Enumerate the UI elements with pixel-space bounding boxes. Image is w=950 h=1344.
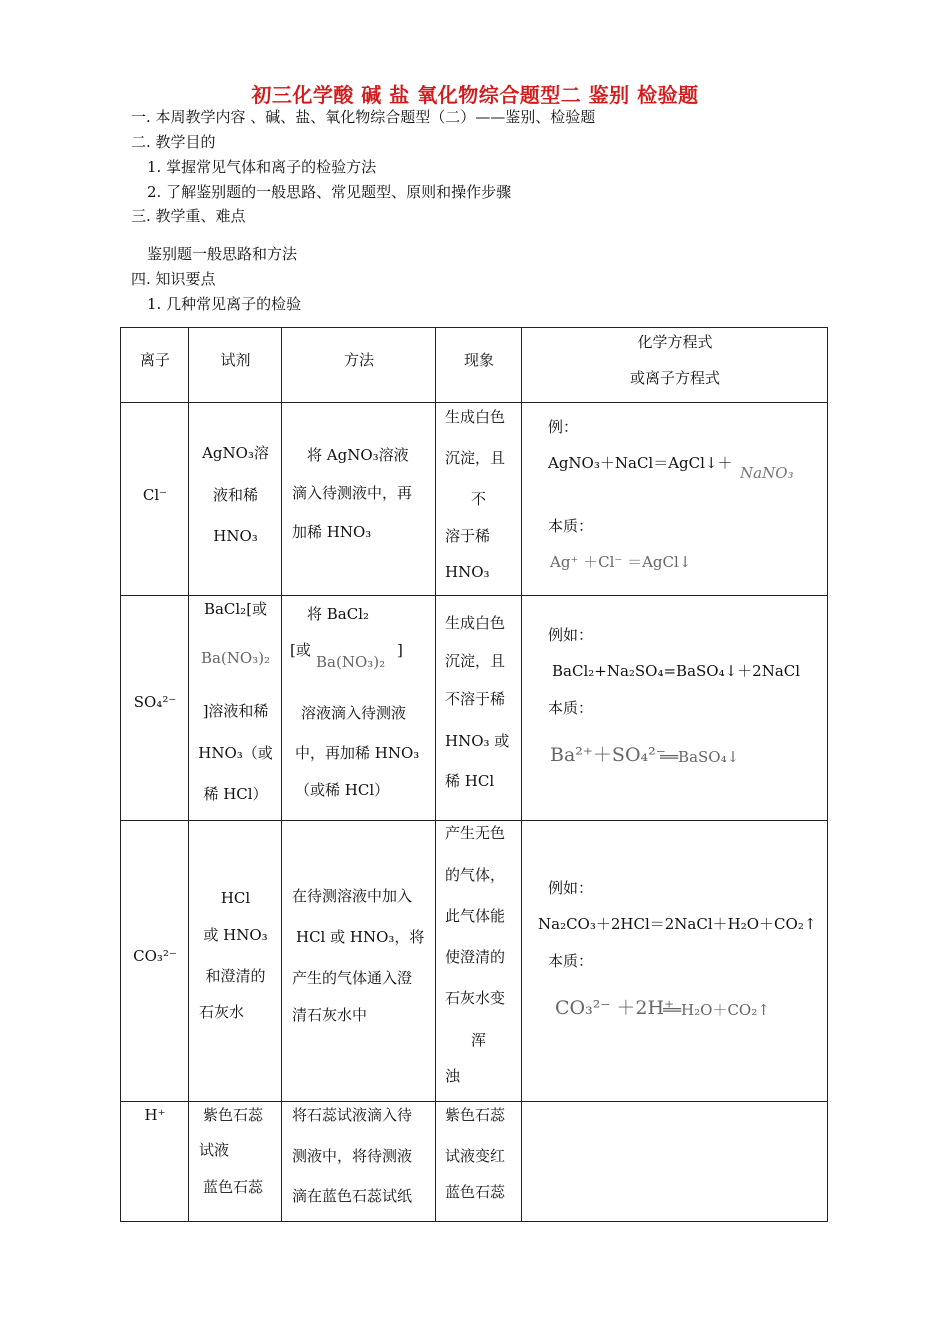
ion-cell: H⁺ xyxy=(144,1106,166,1124)
reagent-line: HNO₃（或 xyxy=(198,744,273,762)
method-line: 将 BaCl₂ xyxy=(307,605,370,623)
phenomenon-line: 生成白色 xyxy=(445,408,506,426)
method-line: ] xyxy=(397,641,403,659)
method-line: 产生的气体通入澄 xyxy=(292,969,413,987)
phenomenon-line: 此气体能 xyxy=(445,907,506,925)
chemical-equation: BaCl₂+Na₂SO₄=BaSO₄↓＋2NaCl xyxy=(552,662,801,680)
phenomenon-line: 蓝色石蕊 xyxy=(445,1183,506,1201)
key-point: 鉴别题一般思路和方法 xyxy=(147,245,298,263)
example-label: 例： xyxy=(548,418,579,436)
header-method: 方法 xyxy=(343,351,374,369)
phenomenon-line: 的气体， xyxy=(445,866,506,884)
method-line: HCl 或 HNO₃，将 xyxy=(296,928,425,946)
phenomenon-line: 溶于稀 xyxy=(445,527,491,545)
method-line: （或稀 HCl） xyxy=(295,781,390,799)
phenomenon-line: 稀 HCl xyxy=(445,772,495,790)
essence-label: 本质： xyxy=(548,699,594,717)
method-line: 加稀 HNO₃ xyxy=(292,523,372,541)
ion-test-table xyxy=(120,327,828,1222)
ionic-equation-right: ══BaSO₄↓ xyxy=(660,748,740,766)
method-line: [或 xyxy=(290,641,311,659)
objective-1: 1. 掌握常见气体和离子的检验方法 xyxy=(147,158,377,176)
method-line: 滴入待测液中，再 xyxy=(292,484,413,502)
phenomenon-line: 石灰水变 xyxy=(445,989,506,1007)
reagent-line: 液和稀 xyxy=(212,486,258,504)
header-equation: 化学方程式 xyxy=(637,333,713,351)
header-ionic-equation: 或离子方程式 xyxy=(629,369,720,387)
method-line: Ba(NO₃)₂ xyxy=(316,653,386,671)
ion-cell: Cl⁻ xyxy=(142,486,168,504)
phenomenon-line: 沉淀，且 xyxy=(445,449,506,467)
reagent-line: ]溶液和稀 xyxy=(202,702,269,720)
method-line: 中，再加稀 HNO₃ xyxy=(295,744,420,762)
essence-label: 本质： xyxy=(548,517,594,535)
section-1: 一. 本周教学内容 、碱、盐、氧化物综合题型（二）——鉴别、检验题 xyxy=(131,108,596,126)
ion-cell: SO₄²⁻ xyxy=(133,693,177,711)
example-label: 例如： xyxy=(548,626,594,644)
subsection-1: 1. 几种常见离子的检验 xyxy=(147,295,302,313)
phenomenon-line: 不溶于稀 xyxy=(445,690,506,708)
phenomenon-line: 浊 xyxy=(445,1067,461,1085)
phenomenon-line: HNO₃ 或 xyxy=(445,732,510,750)
objective-2: 2. 了解鉴别题的一般思路、常见题型、原则和操作步骤 xyxy=(147,183,512,201)
ionic-equation-left: Ba²⁺＋SO₄²⁻ xyxy=(550,744,666,766)
method-line: 溶液滴入待测液 xyxy=(301,704,407,722)
reagent-line: 稀 HCl） xyxy=(203,785,268,803)
header-phenomenon: 现象 xyxy=(463,351,494,369)
phenomenon-line: 产生无色 xyxy=(445,824,506,842)
table-header-row xyxy=(121,328,828,403)
table-row-hydrogen xyxy=(121,1102,828,1222)
ionic-equation-right: ══H₂O＋CO₂↑ xyxy=(663,1001,770,1019)
phenomenon-line: 使澄清的 xyxy=(445,948,506,966)
chemical-equation: Na₂CO₃＋2HCl＝2NaCl＋H₂O＋CO₂↑ xyxy=(538,915,817,933)
ionic-equation: Ag⁺ ＋Cl⁻ ＝AgCl↓ xyxy=(550,553,692,571)
reagent-line: BaCl₂[或 xyxy=(203,600,268,618)
table-row-chloride xyxy=(121,403,828,596)
reagent-line: 试液 xyxy=(199,1141,230,1159)
reagent-line: HCl xyxy=(220,889,251,907)
ion-cell: CO₃²⁻ xyxy=(133,947,177,965)
phenomenon-line: 沉淀，且 xyxy=(445,652,506,670)
section-4: 四. 知识要点 xyxy=(131,270,216,288)
example-label: 例如： xyxy=(548,879,594,897)
chemical-equation-tail: NaNO₃ xyxy=(740,464,794,482)
phenomenon-line: 不 xyxy=(471,490,487,508)
header-ion: 离子 xyxy=(139,351,170,369)
phenomenon-line: 浑 xyxy=(471,1031,487,1049)
phenomenon-line: 生成白色 xyxy=(445,614,506,632)
reagent-line: Ba(NO₃)₂ xyxy=(200,649,271,667)
method-line: 清石灰水中 xyxy=(292,1006,368,1024)
phenomenon-line: HNO₃ xyxy=(445,563,490,581)
page-title: 初三化学酸 碱 盐 氧化物综合题型二 鉴别 检验题 xyxy=(251,83,699,107)
method-line: 将 AgNO₃溶液 xyxy=(307,446,409,464)
method-line: 将石蕊试液滴入待 xyxy=(292,1106,413,1124)
ionic-equation-left: CO₃²⁻ ＋2H⁺ xyxy=(555,997,675,1019)
method-line: 测液中，将待测液 xyxy=(292,1147,413,1165)
phenomenon-line: 紫色石蕊 xyxy=(445,1106,506,1124)
table-row-sulfate xyxy=(121,596,828,821)
reagent-line: 或 HNO₃ xyxy=(203,926,268,944)
reagent-line: 石灰水 xyxy=(199,1003,245,1021)
reagent-line: HNO₃ xyxy=(213,527,258,545)
reagent-line: 和澄清的 xyxy=(205,967,266,985)
table-row-carbonate xyxy=(121,821,828,1102)
method-line: 滴在蓝色石蕊试纸 xyxy=(292,1187,413,1205)
section-3: 三. 教学重、难点 xyxy=(131,207,246,225)
reagent-line: 蓝色石蕊 xyxy=(203,1178,264,1196)
method-line: 在待测溶液中加入 xyxy=(292,887,413,905)
section-2: 二. 教学目的 xyxy=(131,133,216,151)
essence-label: 本质： xyxy=(548,952,594,970)
chemical-equation: AgNO₃＋NaCl＝AgCl↓＋ xyxy=(548,454,733,472)
reagent-line: AgNO₃溶 xyxy=(202,444,269,462)
header-reagent: 试剂 xyxy=(220,351,251,369)
phenomenon-line: 试液变红 xyxy=(445,1147,506,1165)
reagent-line: 紫色石蕊 xyxy=(203,1106,264,1124)
